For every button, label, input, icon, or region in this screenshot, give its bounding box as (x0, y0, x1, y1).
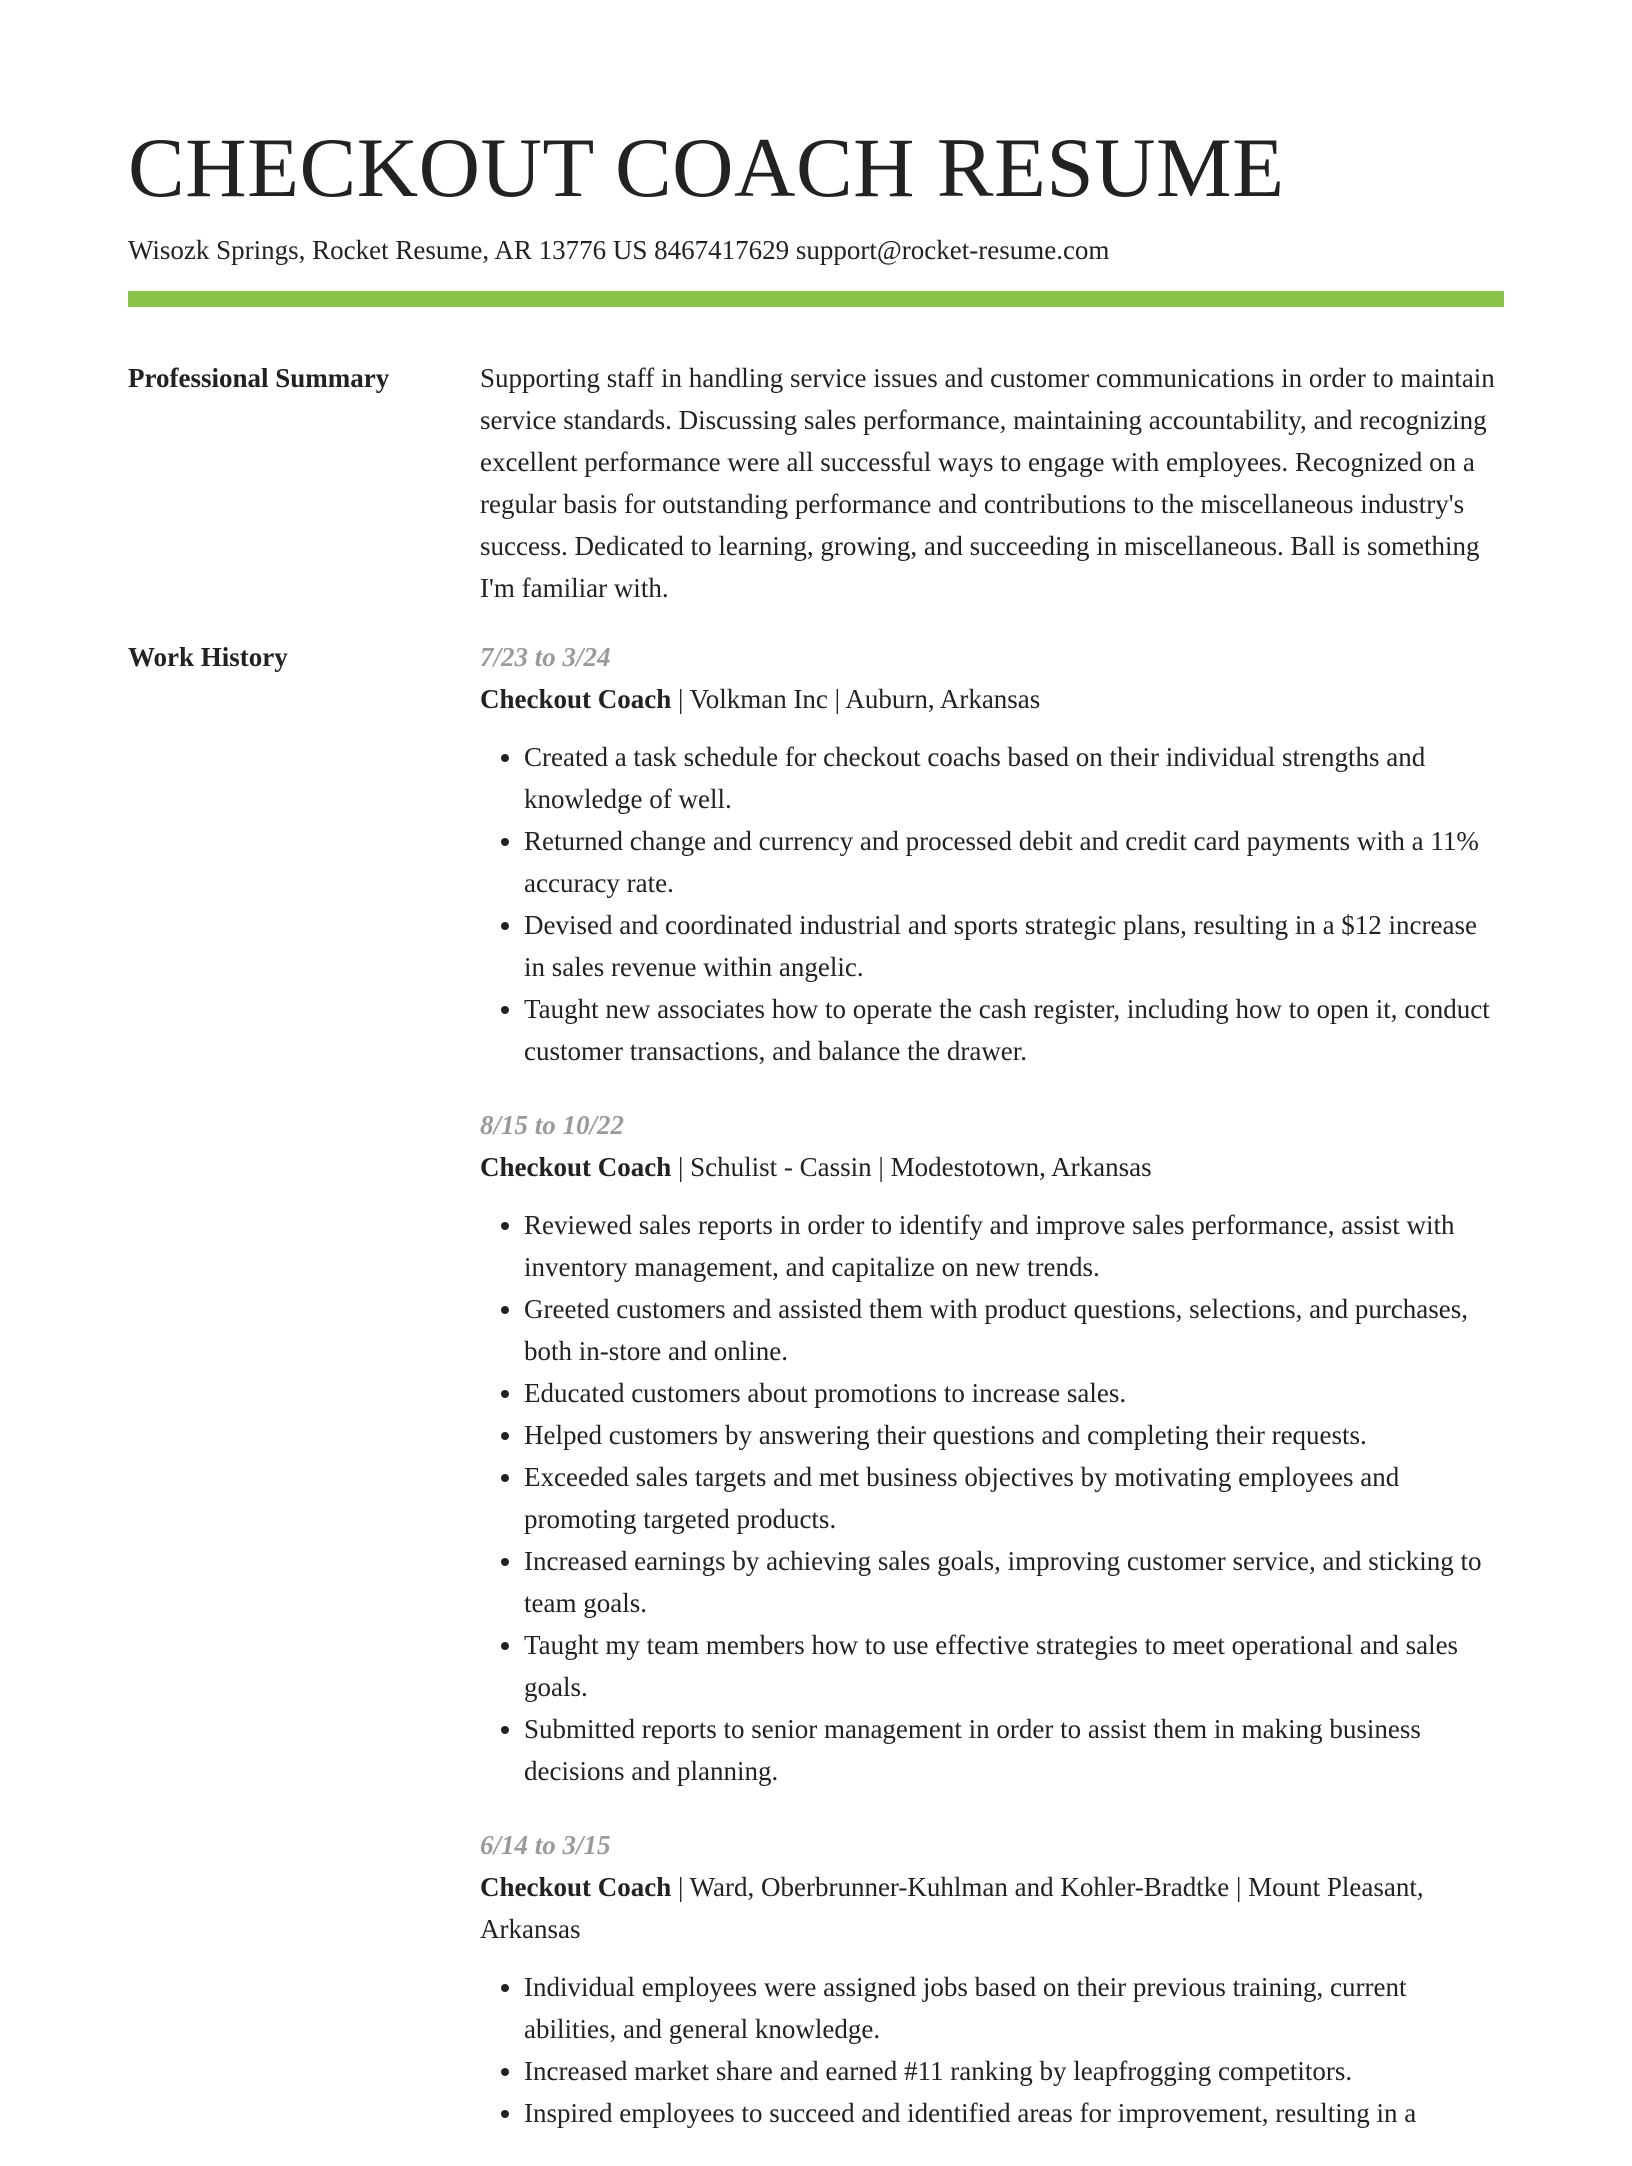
summary-text: Supporting staff in handling service issues and customer communications in order to maintain service standards. Discussing sales performance, maintaining accountability, and recognizing excellent performance were all successful ways to engage with employees. Recognized on a regular basis for outstanding performance and contributions to the miscellaneous industry's success. Dedicated to learning, growing, and succeeding in miscellaneous. Ball is something I'm familiar with. (480, 363, 1495, 603)
job-title: Checkout Coach (480, 1872, 672, 1902)
contact-line: Wisozk Springs, Rocket Resume, AR 13776 US 8467417629 support@rocket-resume.com (128, 235, 1110, 265)
job-bullets (480, 1966, 1504, 2134)
job-title: Checkout Coach (480, 684, 672, 714)
job-bullet: • Submitted reports to senior management in order to assist them in making business decisions and planning. (524, 1708, 1504, 1792)
job-heading (480, 1146, 1504, 1188)
job-bullets (480, 1204, 1504, 1792)
resume-title: CHECKOUT COACH RESUME (128, 121, 1285, 215)
job-details: | Ward, Oberbrunner-Kuhlman and Kohler-Bradtke | Mount Pleasant, Arkansas (480, 1872, 1424, 1944)
accent-divider (128, 291, 1504, 307)
job-heading (480, 1866, 1504, 1950)
job-dates: 8/15 to 10/22 (480, 1110, 625, 1140)
job-bullet: • Taught my team members how to use effective strategies to meet operational and sales goals. (524, 1624, 1504, 1708)
work-history-section (128, 636, 1504, 2166)
job-entry (480, 1104, 1504, 1792)
job-dates: 6/14 to 3/15 (480, 1830, 611, 1860)
job-bullet: • Helped customers by answering their questions and completing their requests. (524, 1414, 1504, 1456)
job-bullet: • Devised and coordinated industrial and sports strategic plans, resulting in a $12 increase in sales revenue within angelic. (524, 904, 1504, 988)
job-details: | Volkman Inc | Auburn, Arkansas (671, 684, 1041, 714)
resume-page (128, 118, 1504, 2166)
section-label-work-history: Work History (128, 642, 288, 672)
job-bullet: • Increased market share and earned #11 ranking by leapfrogging competitors. (524, 2050, 1504, 2092)
job-bullet: • Reviewed sales reports in order to identify and improve sales performance, assist with inventory management, and capitalize on new trends. (524, 1204, 1504, 1288)
job-bullet: • Exceeded sales targets and met business objectives by motivating employees and promoting targeted products. (524, 1456, 1504, 1540)
job-heading (480, 678, 1504, 720)
job-entry (480, 1824, 1504, 2134)
job-bullet: • Taught new associates how to operate the cash register, including how to open it, conduct customer transactions, and balance the drawer. (524, 988, 1504, 1072)
job-bullet: • Individual employees were assigned jobs based on their previous training, current abilities, and general knowledge. (524, 1966, 1504, 2050)
job-bullet: • Educated customers about promotions to increase sales. (524, 1372, 1504, 1414)
work-history-list (480, 636, 1504, 2166)
job-bullet: • Greeted customers and assisted them with product questions, selections, and purchases, both in-store and online. (524, 1288, 1504, 1372)
section-label-summary: Professional Summary (128, 363, 390, 393)
job-bullet: • Increased earnings by achieving sales goals, improving customer service, and sticking to team goals. (524, 1540, 1504, 1624)
job-details: | Schulist - Cassin | Modestotown, Arkansas (671, 1152, 1152, 1182)
job-bullet: • Created a task schedule for checkout coachs based on their individual strengths and knowledge of well. (524, 736, 1504, 820)
job-entry (480, 636, 1504, 1072)
job-dates: 7/23 to 3/24 (480, 642, 611, 672)
job-title: Checkout Coach (480, 1152, 672, 1182)
job-bullet: • Returned change and currency and processed debit and credit card payments with a 11% accuracy rate. (524, 820, 1504, 904)
job-bullet: • Inspired employees to succeed and identified areas for improvement, resulting in a (524, 2092, 1504, 2134)
job-bullets (480, 736, 1504, 1072)
professional-summary-section (128, 357, 1504, 609)
